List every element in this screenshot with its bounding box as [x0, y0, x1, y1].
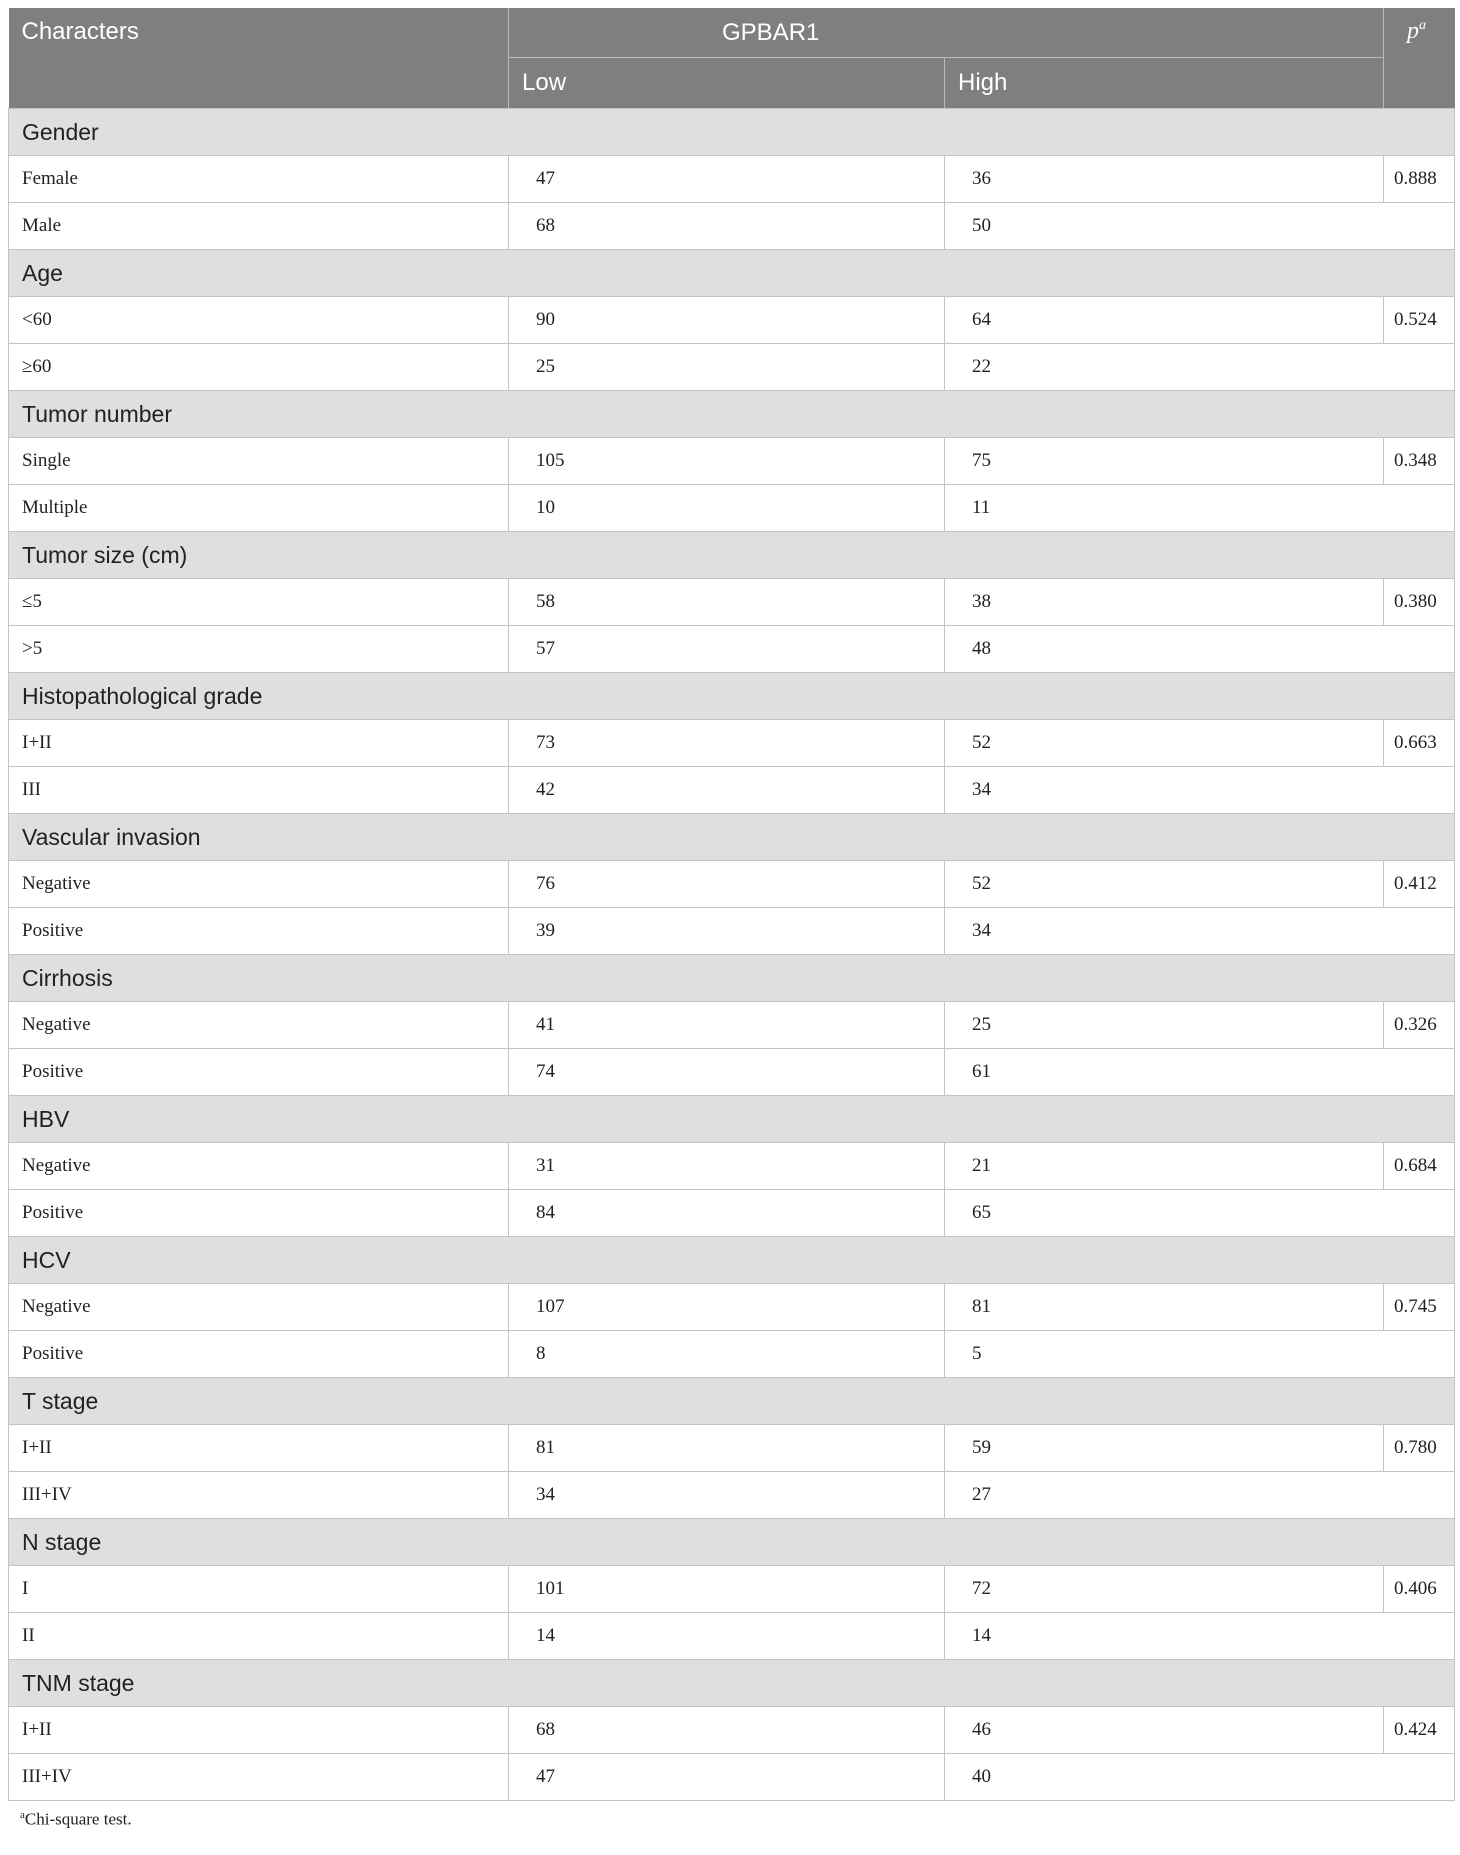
p-value-empty — [1384, 1190, 1455, 1237]
high-count: 40 — [945, 1754, 1384, 1801]
low-count: 25 — [509, 344, 945, 391]
category-row — [9, 1096, 1455, 1143]
high-count: 52 — [945, 861, 1384, 908]
p-value: 0.406 — [1384, 1566, 1455, 1613]
row-label: I+II — [9, 1707, 509, 1754]
row-label: >5 — [9, 626, 509, 673]
header-gene: GPBAR1 — [509, 8, 1384, 58]
high-count: 52 — [945, 720, 1384, 767]
p-value: 0.780 — [1384, 1425, 1455, 1472]
high-count: 48 — [945, 626, 1384, 673]
low-count: 81 — [509, 1425, 945, 1472]
high-count: 50 — [945, 203, 1384, 250]
table-row — [9, 485, 1455, 532]
row-label: Positive — [9, 1190, 509, 1237]
row-label: III — [9, 767, 509, 814]
row-label: III+IV — [9, 1754, 509, 1801]
category-label: HBV — [9, 1096, 1455, 1143]
header-characters: Characters — [9, 8, 509, 109]
row-label: II — [9, 1613, 509, 1660]
p-value-empty — [1384, 1472, 1455, 1519]
table-row — [9, 1566, 1455, 1613]
p-value-empty — [1384, 1049, 1455, 1096]
p-value: 0.524 — [1384, 297, 1455, 344]
header-high: High — [945, 58, 1384, 109]
p-value-empty — [1384, 1754, 1455, 1801]
table-row — [9, 1049, 1455, 1096]
low-count: 14 — [509, 1613, 945, 1660]
high-count: 22 — [945, 344, 1384, 391]
table-row — [9, 1754, 1455, 1801]
category-row — [9, 532, 1455, 579]
low-count: 58 — [509, 579, 945, 626]
high-count: 59 — [945, 1425, 1384, 1472]
p-value: 0.348 — [1384, 438, 1455, 485]
p-value: 0.745 — [1384, 1284, 1455, 1331]
low-count: 42 — [509, 767, 945, 814]
category-label: TNM stage — [9, 1660, 1455, 1707]
p-value-empty — [1384, 626, 1455, 673]
low-count: 84 — [509, 1190, 945, 1237]
category-label: Histopathological grade — [9, 673, 1455, 720]
table-row — [9, 579, 1455, 626]
row-label: III+IV — [9, 1472, 509, 1519]
low-count: 74 — [509, 1049, 945, 1096]
row-label: Single — [9, 438, 509, 485]
high-count: 46 — [945, 1707, 1384, 1754]
row-label: Positive — [9, 1331, 509, 1378]
p-value: 0.684 — [1384, 1143, 1455, 1190]
high-count: 27 — [945, 1472, 1384, 1519]
row-label: Multiple — [9, 485, 509, 532]
low-count: 101 — [509, 1566, 945, 1613]
footnote-text: Chi-square test. — [24, 1809, 132, 1829]
high-count: 65 — [945, 1190, 1384, 1237]
row-label: ≥60 — [9, 344, 509, 391]
low-count: 41 — [509, 1002, 945, 1049]
table-row — [9, 1613, 1455, 1660]
low-count: 47 — [509, 156, 945, 203]
row-label: Male — [9, 203, 509, 250]
low-count: 68 — [509, 1707, 945, 1754]
data-table — [8, 8, 1455, 1801]
high-count: 61 — [945, 1049, 1384, 1096]
table-container — [8, 8, 1454, 1830]
row-label: Negative — [9, 1284, 509, 1331]
p-value-empty — [1384, 344, 1455, 391]
row-label: I — [9, 1566, 509, 1613]
p-value-empty — [1384, 1331, 1455, 1378]
p-value: 0.412 — [1384, 861, 1455, 908]
low-count: 107 — [509, 1284, 945, 1331]
p-value: 0.326 — [1384, 1002, 1455, 1049]
table-row — [9, 720, 1455, 767]
p-value: 0.380 — [1384, 579, 1455, 626]
high-count: 38 — [945, 579, 1384, 626]
low-count: 34 — [509, 1472, 945, 1519]
table-row — [9, 626, 1455, 673]
category-label: Tumor size (cm) — [9, 532, 1455, 579]
row-label: Female — [9, 156, 509, 203]
high-count: 34 — [945, 767, 1384, 814]
row-label: Negative — [9, 861, 509, 908]
p-value: 0.424 — [1384, 1707, 1455, 1754]
row-label: Negative — [9, 1143, 509, 1190]
table-row — [9, 438, 1455, 485]
category-row — [9, 1237, 1455, 1284]
low-count: 8 — [509, 1331, 945, 1378]
p-value: 0.888 — [1384, 156, 1455, 203]
table-row — [9, 156, 1455, 203]
table-row — [9, 1472, 1455, 1519]
table-row — [9, 1143, 1455, 1190]
category-label: N stage — [9, 1519, 1455, 1566]
category-label: Age — [9, 250, 1455, 297]
p-value: 0.663 — [1384, 720, 1455, 767]
p-superscript: a — [1419, 18, 1426, 33]
category-row — [9, 814, 1455, 861]
category-label: Cirrhosis — [9, 955, 1455, 1002]
high-count: 11 — [945, 485, 1384, 532]
low-count: 105 — [509, 438, 945, 485]
table-body — [9, 109, 1455, 1801]
high-count: 25 — [945, 1002, 1384, 1049]
table-row — [9, 1425, 1455, 1472]
table-row — [9, 344, 1455, 391]
category-label: Gender — [9, 109, 1455, 156]
high-count: 14 — [945, 1613, 1384, 1660]
p-value-empty — [1384, 485, 1455, 532]
header-low: Low — [509, 58, 945, 109]
category-label: Vascular invasion — [9, 814, 1455, 861]
category-row — [9, 1519, 1455, 1566]
category-label: Tumor number — [9, 391, 1455, 438]
category-row — [9, 955, 1455, 1002]
table-row — [9, 1707, 1455, 1754]
low-count: 31 — [509, 1143, 945, 1190]
row-label: I+II — [9, 1425, 509, 1472]
footnote-superscript: a — [20, 1809, 25, 1821]
row-label: ≤5 — [9, 579, 509, 626]
high-count: 21 — [945, 1143, 1384, 1190]
category-row — [9, 673, 1455, 720]
footnote — [8, 1809, 1454, 1830]
table-row — [9, 297, 1455, 344]
p-value-empty — [1384, 908, 1455, 955]
low-count: 57 — [509, 626, 945, 673]
row-label: <60 — [9, 297, 509, 344]
category-row — [9, 1378, 1455, 1425]
table-row — [9, 1002, 1455, 1049]
category-label: T stage — [9, 1378, 1455, 1425]
high-count: 64 — [945, 297, 1384, 344]
high-count: 75 — [945, 438, 1384, 485]
low-count: 10 — [509, 485, 945, 532]
low-count: 47 — [509, 1754, 945, 1801]
p-label: p — [1407, 18, 1419, 44]
high-count: 81 — [945, 1284, 1384, 1331]
low-count: 76 — [509, 861, 945, 908]
low-count: 90 — [509, 297, 945, 344]
p-value-empty — [1384, 1613, 1455, 1660]
high-count: 34 — [945, 908, 1384, 955]
table-row — [9, 767, 1455, 814]
category-row — [9, 391, 1455, 438]
high-count: 36 — [945, 156, 1384, 203]
header-p-value — [1384, 8, 1455, 109]
low-count: 73 — [509, 720, 945, 767]
row-label: Positive — [9, 908, 509, 955]
low-count: 68 — [509, 203, 945, 250]
low-count: 39 — [509, 908, 945, 955]
table-row — [9, 1331, 1455, 1378]
high-count: 5 — [945, 1331, 1384, 1378]
table-row — [9, 861, 1455, 908]
row-label: Positive — [9, 1049, 509, 1096]
p-value-empty — [1384, 767, 1455, 814]
table-row — [9, 1190, 1455, 1237]
high-count: 72 — [945, 1566, 1384, 1613]
category-row — [9, 250, 1455, 297]
table-row — [9, 1284, 1455, 1331]
table-row — [9, 203, 1455, 250]
category-row — [9, 1660, 1455, 1707]
row-label: Negative — [9, 1002, 509, 1049]
table-row — [9, 908, 1455, 955]
p-value-empty — [1384, 203, 1455, 250]
category-row — [9, 109, 1455, 156]
category-label: HCV — [9, 1237, 1455, 1284]
row-label: I+II — [9, 720, 509, 767]
